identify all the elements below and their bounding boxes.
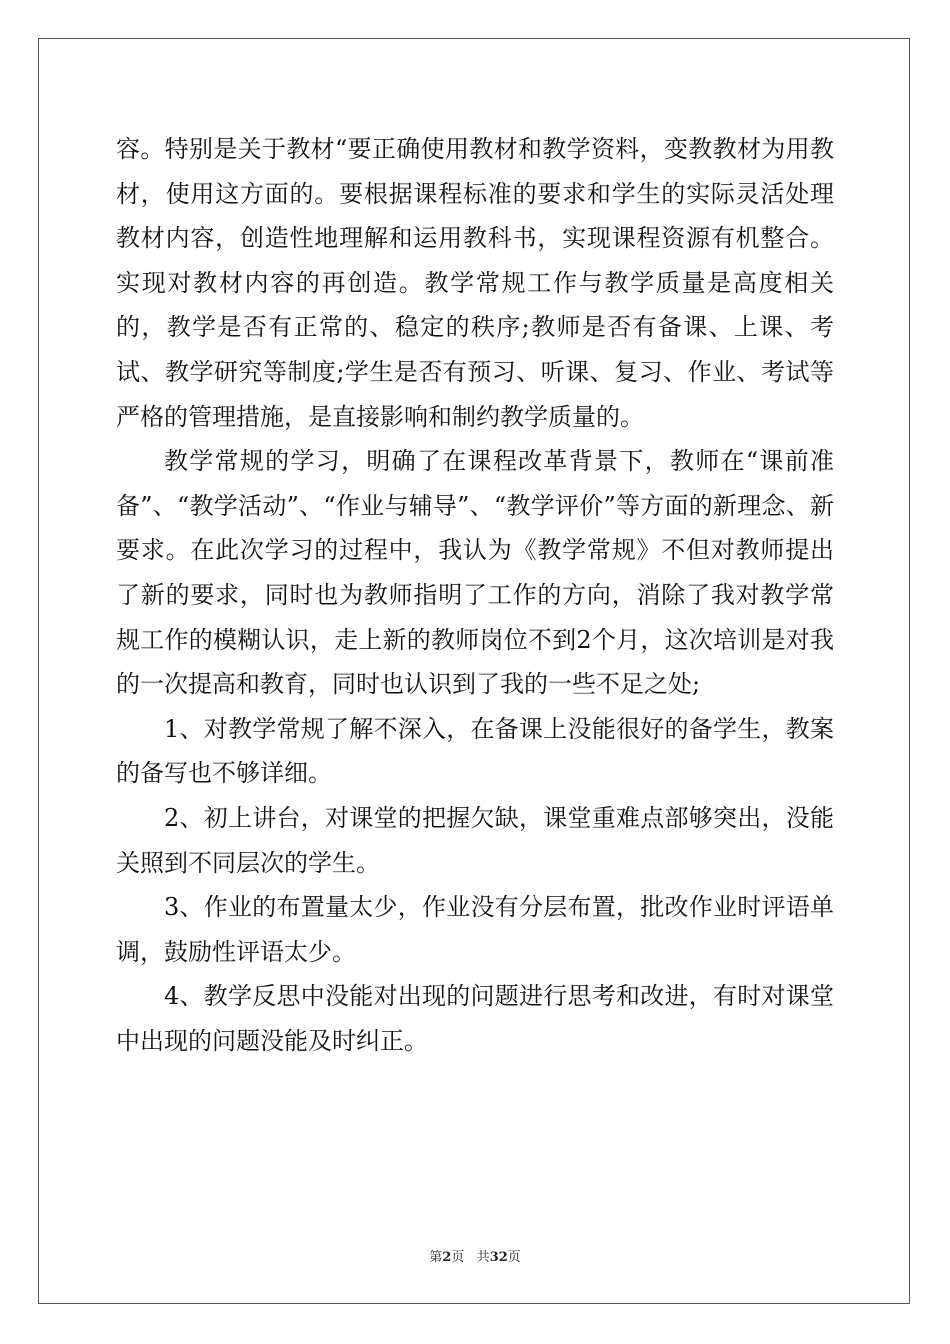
list-item-1: 1、对教学常规了解不深入，在备课上没能很好的备学生，教案的备写也不够详细。 (116, 714, 834, 788)
paragraph-2: 教学常规的学习，明确了在课程改革背景下，教师在“课前准备”、“教学活动”、“作业与辅导”、“教学评价”等方面的新理念、新要求。在此次学习的过程中，我认为《教学常规》不但对教师提出了新的要求，同时也为教师指明了工作的方向，消除了我对教学常规工作的模糊认识，走上新的教师岗位不到2个月，这次培训是对我的一次提高和教育，同时也认识到了我的一些不足之处; (116, 447, 834, 699)
list-item-2: 2、初上讲台，对课堂的把握欠缺，课堂重难点部够突出，没能关照到不同层次的学生。 (116, 803, 834, 877)
list-item-3: 3、作业的布置量太少，作业没有分层布置，批改作业时评语单调，鼓励性评语太少。 (116, 893, 834, 966)
page-number: 2 (442, 1250, 452, 1265)
total-label-prefix: 共 (476, 1250, 490, 1265)
total-label-suffix: 页 (507, 1250, 521, 1265)
page-label-suffix: 页 (451, 1250, 465, 1265)
page-footer (0, 1246, 950, 1265)
total-pages: 32 (489, 1250, 508, 1265)
list-item-4: 4、教学反思中没能对出现的问题进行思考和改进，有时对课堂中出现的问题没能及时纠正。 (116, 982, 834, 1055)
paragraph-1: 容。特别是关于教材“要正确使用教材和教学资料，变教教材为用教材，使用这方面的。要根据课程标准的要求和学生的实际灵活处理教材内容，创造性地理解和运用教科书，实现课程资源有机整合。实现对教材内容的再创造。教学常规工作与教学质量是高度相关的，教学是否有正常的、稳定的秩序;教师是否有备课、上课、考试、教学研究等制度;学生是否有预习、听课、复习、作业、考试等严格的管理措施，是直接影响和制约教学质量的。 (116, 135, 834, 431)
page-label-prefix: 第 (429, 1250, 443, 1265)
document-body (116, 127, 834, 1063)
